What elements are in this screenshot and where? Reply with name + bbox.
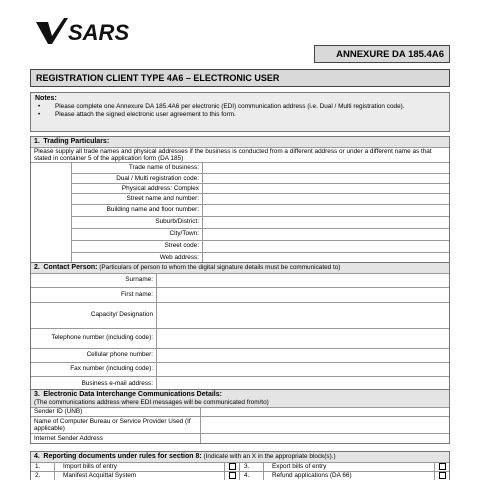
section-reporting-documents [30, 451, 450, 480]
field-label: Telephone number (including code): [31, 329, 157, 348]
field-label: Name of Computer Bureau or Service Provider Used (If applicable) [31, 417, 201, 433]
bureau-input[interactable] [201, 417, 449, 433]
field-label: Trade name of business: [72, 163, 203, 172]
reporting-option [31, 472, 240, 480]
field-label: Fax number (including code): [31, 363, 157, 376]
form-row [71, 241, 449, 253]
option-label: Refund applications (DA 66) [264, 472, 435, 480]
option-number: 2. [31, 472, 55, 480]
section-edi-details [30, 389, 450, 444]
complex-input[interactable] [203, 184, 449, 193]
import-bills-checkbox[interactable] [225, 463, 239, 471]
section-subtitle: (Particulars of person to whom the digital signature details must be communicated to) [99, 264, 341, 271]
section-title: Electronic Data Interchange Communications Details: [43, 391, 222, 398]
field-label: Web address: [72, 253, 203, 263]
option-number: 1. [31, 463, 55, 471]
form-row [31, 274, 449, 288]
capacity-input[interactable] [157, 303, 449, 328]
section-header [31, 137, 449, 148]
building-input[interactable] [203, 205, 449, 216]
trade-name-input[interactable] [203, 163, 449, 172]
street-code-input[interactable] [203, 241, 449, 252]
form-row [71, 184, 449, 194]
form-title: REGISTRATION CLIENT TYPE 4A6 – ELECTRONIC USER [30, 69, 450, 87]
form-row [71, 194, 449, 204]
notes-list [35, 103, 445, 119]
form-row [31, 363, 449, 377]
field-label: Street name and number: [72, 194, 203, 203]
field-label: Street code: [72, 241, 203, 252]
sars-logo [34, 14, 144, 50]
section-title: Contact Person: [43, 264, 98, 271]
field-label: Internet Sender Address [31, 434, 201, 443]
reporting-option [240, 472, 449, 480]
field-label: Building name and floor number: [72, 205, 203, 216]
field-label: Surname: [31, 274, 157, 287]
option-label: Manifest Acquittal System [55, 472, 225, 480]
annexure-label: ANNEXURE DA 185.4A6 [314, 45, 450, 63]
svg-text:SARS: SARS [68, 20, 130, 45]
field-label: Cellular phone number: [31, 349, 157, 362]
surname-input[interactable] [157, 274, 449, 287]
field-label: Capacity/ Designation [31, 303, 157, 328]
reporting-row [31, 463, 449, 472]
section-trading-particulars [30, 136, 450, 264]
form-row [31, 349, 449, 363]
section-subtitle: Please supply all trade names and physical addresses if the business is conducted from a different address or under a different name as that stated in container 5 of the application form (DA 185) [31, 148, 449, 164]
form-row [71, 229, 449, 241]
note-item: • Please complete one Annexure DA 185.4A6 per electronic (EDI) communication address (i.e. Dual / Multi registration code). [35, 103, 445, 111]
note-item: • Please attach the signed electronic user agreement to this form. [35, 111, 445, 119]
section-contact-person [30, 262, 450, 392]
registration-code-input[interactable] [203, 174, 449, 183]
option-label: Import bills of entry [55, 463, 225, 471]
section-number: 2. [34, 264, 40, 271]
form-row [31, 417, 449, 434]
city-input[interactable] [203, 229, 449, 240]
field-label: Sender ID (UNB) [31, 408, 201, 416]
field-label: Physical address: Complex [72, 184, 203, 193]
sender-id-input[interactable] [201, 408, 449, 416]
notes-title: Notes: [35, 95, 57, 102]
reporting-option [31, 463, 240, 471]
section-title: Trading Particulars: [43, 138, 110, 145]
option-number: 3. [240, 463, 264, 471]
form-row [31, 329, 449, 349]
section-subtitle: (Indicate with an X in the appropriate block(s).) [203, 453, 336, 460]
reporting-grid [31, 463, 449, 480]
section-header [31, 263, 449, 274]
notes-box [30, 92, 450, 132]
section-title: Reporting documents under rules for section 8: [43, 453, 202, 460]
form-row [31, 408, 449, 417]
section-number: 1. [34, 138, 40, 145]
option-label: Export bills of entry [264, 463, 435, 471]
field-label: First name: [31, 288, 157, 302]
section-header [31, 390, 449, 408]
form-row [71, 174, 449, 184]
fax-input[interactable] [157, 363, 449, 376]
field-label: Business e-mail address: [31, 377, 157, 391]
form-row [31, 288, 449, 303]
field-label: Dual / Multi registration code: [72, 174, 203, 183]
form-row [71, 217, 449, 229]
refund-applications-checkbox[interactable] [435, 472, 449, 480]
form-row [71, 163, 449, 173]
suburb-input[interactable] [203, 217, 449, 228]
section-number: 3. [34, 391, 40, 398]
cellular-input[interactable] [157, 349, 449, 362]
export-bills-checkbox[interactable] [435, 463, 449, 471]
section-header [31, 452, 449, 463]
reporting-option [240, 463, 449, 471]
street-input[interactable] [203, 194, 449, 203]
reporting-row [31, 472, 449, 480]
sender-address-input[interactable] [201, 434, 449, 443]
form-row [71, 205, 449, 217]
telephone-input[interactable] [157, 329, 449, 348]
field-label: City/Town: [72, 229, 203, 240]
section-number: 4. [34, 453, 40, 460]
manifest-acquittal-checkbox[interactable] [225, 472, 239, 480]
section-subtitle: (The communications address where EDI messages will be communicated from/to) [34, 398, 269, 406]
first-name-input[interactable] [157, 288, 449, 302]
form-row [31, 434, 449, 443]
form-row [31, 303, 449, 329]
field-label: Suburb/District: [72, 217, 203, 228]
option-number: 4. [240, 472, 264, 480]
sars-logo-graphic [34, 14, 144, 50]
